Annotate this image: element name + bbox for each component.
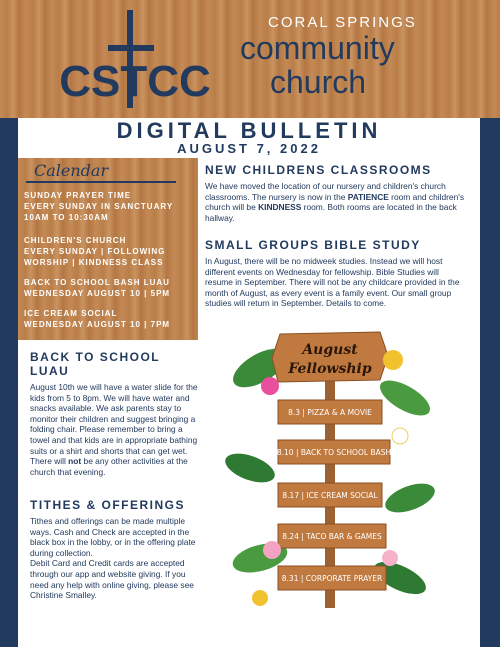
flower-icon xyxy=(382,550,398,566)
church-name-line1: community xyxy=(240,30,395,66)
header-banner xyxy=(0,0,500,118)
event-label: 8.24 | TACO BAR & GAMES xyxy=(282,532,382,541)
event-label: 8.17 | ICE CREAM SOCIAL xyxy=(282,491,378,500)
bulletin-date: AUGUST 7, 2022 xyxy=(177,141,321,156)
section-heading: BACK TO SCHOOL LUAU xyxy=(30,350,160,378)
flower-icon xyxy=(252,590,268,606)
church-name-line2: church xyxy=(270,64,367,100)
section-body: We have moved the location of our nursery and children's church classrooms. The nursery is now in the PATIENCE room and children's church will be KINDNESS room. Both rooms are located in the back hallway. xyxy=(205,181,465,223)
palm-leaf-icon xyxy=(381,478,438,518)
august-fellowship-graphic xyxy=(230,328,430,608)
page-title: DIGITAL BULLETIN xyxy=(116,118,382,143)
flower-icon xyxy=(263,541,281,559)
calendar-divider xyxy=(26,181,176,183)
calendar-panel xyxy=(18,158,198,340)
section-body: Debit Card and Credit cards are accepted through our app and website giving. If you need any help with online giving, please see Christine Smalley. xyxy=(30,558,194,601)
section-body: Tithes and offerings can be made multiple ways. Cash and Check are accepted in the black box in the lobby, or in the offering plate during collection. xyxy=(30,516,196,558)
event-label: 8.31 | CORPORATE PRAYER xyxy=(281,574,383,583)
fellowship-title-line1: August xyxy=(302,342,358,358)
fellowship-title-line2: Fellowship xyxy=(288,361,372,377)
luau-section xyxy=(30,350,200,477)
church-location: CORAL SPRINGS xyxy=(268,14,417,31)
calendar-item: CHILDREN'S CHURCH EVERY SUNDAY | FOLLOWING WORSHIP | KINDNESS CLASS xyxy=(24,236,166,267)
calendar-item: SUNDAY PRAYER TIME EVERY SUNDAY IN SANCTUARY 10AM TO 10:30AM xyxy=(24,191,174,222)
flower-icon xyxy=(383,350,403,370)
calendar-item: BACK TO SCHOOL BASH LUAU WEDNESDAY AUGUST 10 | 5PM xyxy=(24,278,171,298)
section-heading: NEW CHILDRENS CLASSROOMS xyxy=(205,163,432,177)
section-heading: SMALL GROUPS BIBLE STUDY xyxy=(205,238,421,252)
logo-text: CSTCC xyxy=(59,57,211,106)
church-logo xyxy=(59,8,211,113)
small-groups-section xyxy=(205,238,467,309)
section-heading: TITHES & OFFERINGS xyxy=(30,498,186,512)
flower-icon xyxy=(392,428,408,444)
palm-leaf-icon xyxy=(375,374,435,423)
calendar-item: ICE CREAM SOCIAL WEDNESDAY AUGUST 10 | 7PM xyxy=(24,309,171,329)
palm-leaf-icon xyxy=(221,448,278,488)
calendar-heading: Calendar xyxy=(34,161,109,180)
section-body: In August, there will be no midweek studies. Instead we will host different events on Wednesday for fellowship. Bible Studies will resume in September. There will not be any childcare provided in the month of August, as every event is a family event. Our small group studies will return in September. Details to come. xyxy=(205,256,460,309)
tithes-section xyxy=(30,498,202,601)
section-body: August 10th we will have a water slide for the kids from 5 to 8pm. We will have water and snacks available. We ask parents stay to monitor their children and suggest bringing a folding chair. Please remember to bring a towel and that kids are in appropriate bathing suits or a shirt and shorts that can get wet. There will not be any other activities at the church that evening. xyxy=(30,382,198,477)
new-classrooms-section xyxy=(205,163,467,223)
event-label: 8.10 | BACK TO SCHOOL BASH xyxy=(276,448,392,457)
event-label: 8.3 | PIZZA & A MOVIE xyxy=(288,408,372,417)
flower-icon xyxy=(261,377,279,395)
